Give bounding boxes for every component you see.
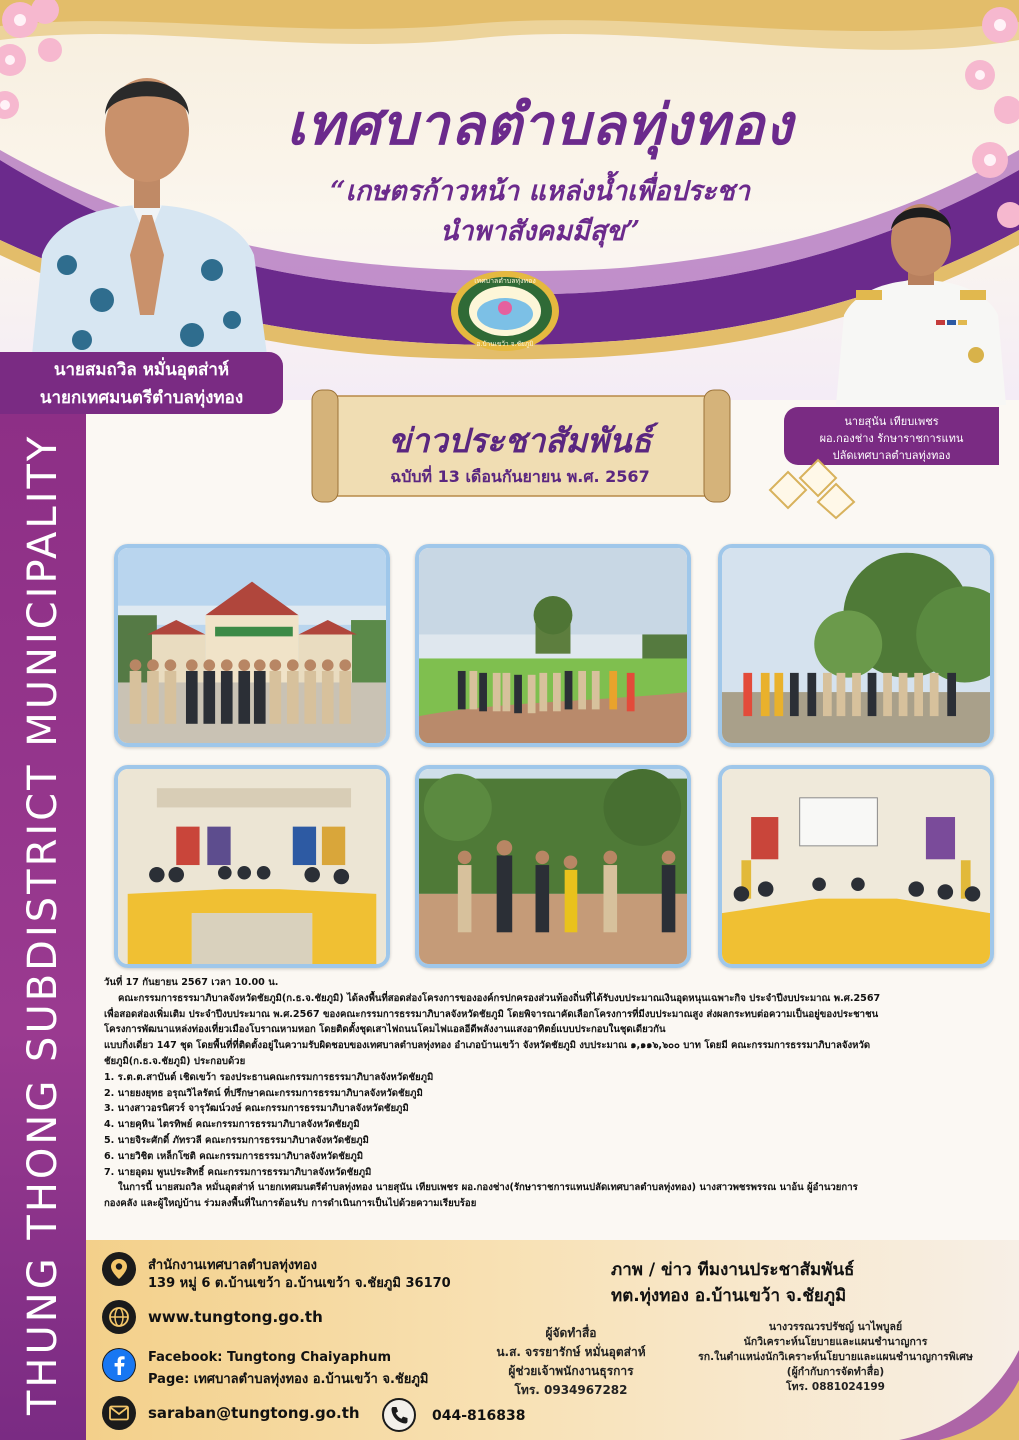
event-photo-6 (718, 765, 994, 968)
office-address: 139 หมู่ 6 ต.บ้านเขว้า อ.บ้านเขว้า จ.ชัยภูมิ 36170 (148, 1276, 451, 1291)
facebook-account[interactable]: Facebook: Tungtong Chaiyaphum (148, 1350, 392, 1365)
diamond-ornament (766, 458, 858, 520)
footer (86, 1240, 1019, 1440)
media-supervisor (678, 1320, 993, 1395)
article-closing-line: ในการนี้ นายสมถวิล หมั่นอุตส่าห์ นายกเทศมนตรีตำบลทุ่งทอง นายสุนัน เทียบเพชร ผอ.กองช่าง(รักษาราชการแทนปลัดเทศบาลตำบลทุ่งทอง) นางสาวพชรพรรณ นาอ้น ผู้อำนวยการ (118, 1182, 858, 1194)
mayor-name-tag (0, 352, 283, 414)
supervisor-name: นางวรรณวรปรัชญ์ นาไพบูลย์ (768, 1321, 903, 1333)
facebook-page[interactable]: Page: เทศบาลตำบลทุ่งทอง อ.บ้านเขว้า จ.ชัยภูมิ (148, 1372, 429, 1387)
seal-bottom-text: อ.บ้านเขว้า จ.ชัยภูมิ (476, 340, 534, 348)
email-address[interactable]: saraban@tungtong.go.th (148, 1404, 360, 1422)
article-paragraph-line: แบบกิ่งเดี่ยว 147 ชุด โดยพื้นที่ที่ติดตั้งอยู่ในความรับผิดชอบของเทศบาลตำบลทุ่งทอง อำเภอบ้านเขว้า จังหวัดชัยภูมิ งบประมาณ ๑,๑๑๖,๖๐๐ บาท โดยมี คณะกรรมการธรรมาภิบาลจังหวัด (104, 1040, 871, 1052)
event-photo-2 (415, 544, 691, 747)
office-name: สำนักงานเทศบาลตำบลทุ่งทอง (148, 1258, 317, 1273)
article-paragraph-line: เพื่อสอดส่องเพิ่มเติม ประจำปีงบประมาณ พ.ศ.2567 ของคณะกรรมการธรรมาภิบาลจังหวัดชัยภูมิ โดยพิจารณาคัดเลือกโครงการที่มีงบประมาณสูง ส่งผลกระทบต่อความเป็นอยู่ของประชาชน (104, 1008, 879, 1020)
producer-name: น.ส. จรรยารักษ์ หมั่นอุตส่าห์ (496, 1345, 646, 1359)
officer-position-1: ผอ.กองช่าง รักษาราชการแทน (819, 432, 964, 445)
media-producer (466, 1324, 676, 1400)
seal-top-text: เทศบาลตำบลทุ่งทอง (474, 277, 536, 285)
news-article (104, 975, 1004, 1212)
location-pin-icon (102, 1252, 136, 1286)
committee-member: 2. นายยงยุทธ อรุณวิไลรัตน์ ที่ปรึกษาคณะกรรมการธรรมาภิบาลจังหวัดชัยภูมิ (104, 1087, 423, 1099)
slogan-line-2: นำพาสังคมมีสุข” (439, 216, 641, 247)
committee-member: 7. นายอุดม พูนประสิทธิ์ คณะกรรมการธรรมาภิบาลจังหวัดชัยภูมิ (104, 1166, 372, 1178)
credit-line-1: ภาพ / ข่าว ทีมงานประชาสัมพันธ์ (611, 1260, 855, 1280)
mail-icon (102, 1396, 136, 1430)
producer-phone: โทร. 0934967282 (514, 1383, 628, 1397)
newsletter-issue: ฉบับที่ 13 เดือนกันยายน พ.ศ. 2567 (390, 467, 650, 486)
event-photo-5 (415, 765, 691, 968)
supervisor-role-1: นักวิเคราะห์นโยบายและแผนชำนาญการ (743, 1336, 928, 1348)
producer-role: ผู้ช่วยเจ้าพนักงานธุรการ (508, 1364, 634, 1378)
officer-position-2: ปลัดเทศบาลตำบลทุ่งทอง (832, 449, 951, 462)
article-paragraph-line: ชัยภูมิ(ก.ธ.จ.ชัยภูมิ) ประกอบด้วย (104, 1055, 246, 1067)
newsletter-title: ข่าวประชาสัมพันธ์ (388, 421, 652, 460)
article-paragraph-line: คณะกรรมการธรรมาภิบาลจังหวัดชัยภูมิ(ก.ธ.จ.ชัยภูมิ) ได้ลงพื้นที่สอดส่องโครงการขององค์กรปกครองส่วนท้องถิ่นที่ได้รับงบประมาณเงินอุดหนุนเฉพาะกิจ ประจำปีงบประมาณ พ.ศ.2567 (118, 992, 881, 1004)
municipality-title: เทศบาลตำบลทุ่งทอง (286, 92, 794, 158)
event-photo-1 (114, 544, 390, 747)
side-band-label: THUNG THONG SUBDISTRICT MUNICIPALITY (20, 433, 66, 1415)
officer-name: นายสุนัน เทียบเพชร (844, 415, 939, 428)
mayor-portrait (22, 55, 272, 355)
article-paragraph-line: โครงการพัฒนาแหล่งท่องเที่ยวเมืองโบราณหามหอก โดยติดตั้งชุดเสาไฟถนนโคมไฟแอลอีดีพลังงานแสงอาทิตย์แบบประกอบในชุดเดียวกัน (104, 1024, 666, 1036)
committee-member: 5. นายจิระศักดิ์ ภัทรวลี คณะกรรมการธรรมาภิบาลจังหวัดชัยภูมิ (104, 1134, 369, 1146)
website-link[interactable]: www.tungtong.go.th (148, 1308, 323, 1326)
phone-number[interactable]: 044-816838 (432, 1408, 526, 1424)
phone-icon (382, 1398, 416, 1432)
credit-line-2: ทต.ทุ่งทอง อ.บ้านเขว้า จ.ชัยภูมิ (611, 1286, 847, 1306)
mayor-name: นายสมถวิล หมั่นอุตส่าห์ (53, 360, 230, 380)
committee-member: 1. ร.ต.ต.สาบันต์ เชิดเขว้า รองประธานคณะกรรมการธรรมาภิบาลจังหวัดชัยภูมิ (104, 1071, 434, 1083)
committee-member: 3. นางสาวอรนิศวร์ จารุวัฒน์วงษ์ คณะกรรมการธรรมาภิบาลจังหวัดชัยภูมิ (104, 1103, 409, 1115)
municipality-seal-logo (450, 270, 560, 352)
supervisor-role-3: (ผู้กำกับการจัดทำสื่อ) (786, 1366, 885, 1378)
article-closing-line: กองคลัง และผู้ใหญ่บ้าน ร่วมลงพื้นที่ในการต้อนรับ การดำเนินการเป็นไปด้วยความเรียบร้อย (104, 1198, 477, 1210)
slogan-line-1: “เกษตรก้าวหน้า แหล่งน้ำเพื่อประชา (330, 176, 750, 207)
supervisor-role-2: รก.ในตำแหน่งนักวิเคราะห์นโยบายและแผนชำนาญการพิเศษ (698, 1351, 973, 1363)
producer-heading: ผู้จัดทำสื่อ (545, 1326, 597, 1340)
article-date: วันที่ 17 กันยายน 2567 เวลา 10.00 น. (104, 977, 279, 988)
facebook-icon (102, 1348, 136, 1382)
committee-member: 4. นายคุหิน ไตรทิพย์ คณะกรรมการธรรมาภิบาลจังหวัดชัยภูมิ (104, 1119, 360, 1131)
event-photo-4 (114, 765, 390, 968)
event-photo-3 (718, 544, 994, 747)
slogan (290, 172, 790, 252)
officer-portrait (836, 195, 1006, 405)
mayor-position: นายกเทศมนตรีตำบลทุ่งทอง (39, 388, 244, 408)
supervisor-phone: โทร. 0881024199 (786, 1381, 885, 1393)
globe-icon (102, 1300, 136, 1334)
officer-name-tag (784, 407, 999, 465)
committee-member: 6. นายวิชิต เหล็กโซติ คณะกรรมการธรรมาภิบาลจังหวัดชัยภูมิ (104, 1150, 364, 1162)
